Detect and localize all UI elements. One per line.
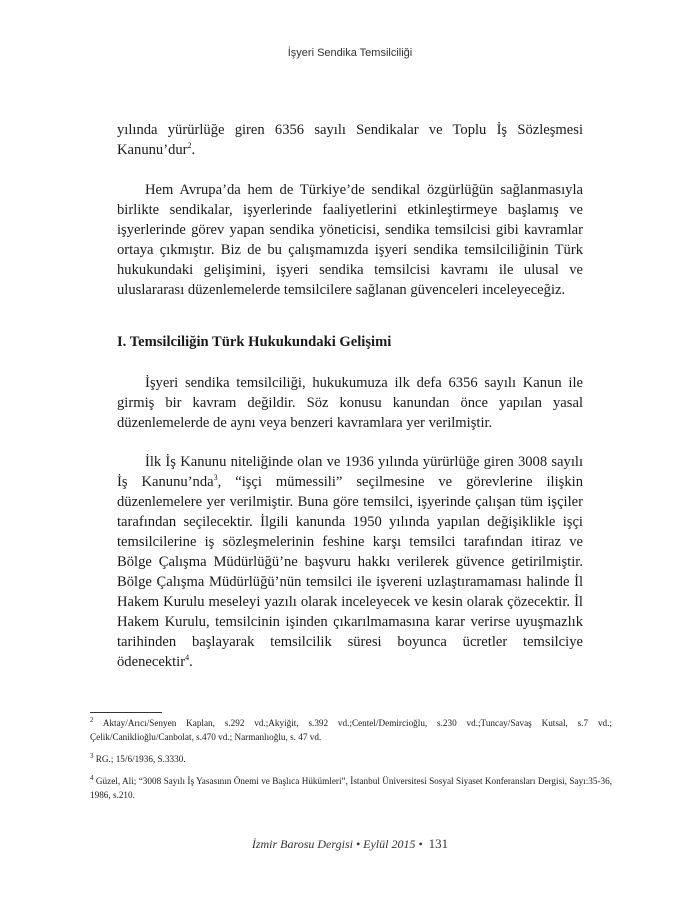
paragraph-text: , “işçi mümessili” seçilmesine ve görevlerine ilişkin düzenlemelere yer verilmiştir. Buna göre temsilci, işyerinde çalışan tüm işçiler tarafından seçilecektir. İlgili kanunda 1950 yılında yapılan değişiklikle işçi temsilcilerine iş sözleşmelerinin feshine karşı temsilci tarafından itiraz ve Bölge Çalışma Müdürlüğü’ne başvuru hakkı verilerek güvence getirilmiştir. Bölge Çalışma Müdürlüğü’nün temsilci ile işvereni uzlaştıramaması halinde İl Hakem Kurulu meseleyi yazılı olarak inceleyecek ve kesin olarak çözecektir. İl Hakem Kurulu, temsilcinin işinden çıkarılmamasına karar verirse uyuşmazlık tarihinden başlayarak temsilcilik süresi boyunca ücretler temsilciye ödenecektir <box>117 474 583 670</box>
paragraph-intro <box>117 180 583 300</box>
footnote <box>90 716 612 744</box>
section-heading: I. Temsilciliğin Türk Hukukundaki Gelişimi <box>117 334 392 350</box>
footnote <box>90 774 612 802</box>
paragraph-concept <box>117 373 583 433</box>
footnote-ref-2: 2 <box>187 141 192 151</box>
footnote-number: 2 <box>90 715 94 724</box>
paragraph-end: . <box>189 654 193 670</box>
paragraph-text: Hem Avrupa’da hem de Türkiye’de sendikal özgürlüğün sağlanmasıyla birlikte sendikalar, işyerlerinde faaliyetlerini etkinleştirmeye başlamış ve işyerlerinde görev yapan sendika yöneticisi, sendika temsilcisi gibi kavramlar ortaya çıkmıştır. Biz de bu çalışmamızda işyeri sendika temsilciliğinin Türk hukukundaki gelişimini, işyeri sendika temsilcisi kavramı ile ulusal ve uluslararası düzenlemelerde temsilcilere sağlanan güvenceleri inceleyeceğiz. <box>117 182 583 298</box>
footnotes <box>90 716 612 810</box>
paragraph-text: İşyeri sendika temsilciliği, hukukumuza ilk defa 6356 sayılı Kanun ile girmiş bir kavram değildir. Söz konusu kanundan önce yapılan yasal düzenlemelerde de aynı veya benzeri kavramlara yer verilmiştir. <box>117 375 583 431</box>
paragraph-text: İlk İş Kanunu niteliğinde olan ve 1936 yılında yürürlüğe giren 3008 sayılı İş Kanunu’nda <box>117 454 583 490</box>
footnote-text: Aktay/Arıcı/Senyen Kaplan, s.292 vd.;Akyiğit, s.392 vd.;Centel/Demircioğlu, s.230 vd.;Tuncay/Savaş Kutsal, s.7 vd.; Çelik/Caniklioğlu/Canbolat, s.470 vd.; Narmanlıoğlu, s. 47 vd. <box>90 718 612 742</box>
paragraph-end: . <box>191 142 196 158</box>
footnote-number: 4 <box>90 773 94 782</box>
footnote-number: 3 <box>90 751 94 760</box>
running-header: İşyeri Sendika Temsilciliği <box>287 47 413 59</box>
paragraph-continuation <box>117 120 583 160</box>
footnote-ref-3: 3 <box>213 473 218 483</box>
footnote-ref-4: 4 <box>185 653 190 663</box>
journal-name: İzmir Barosu Dergisi • Eylül 2015 • <box>251 837 423 851</box>
paragraph-history <box>117 452 583 672</box>
footnote-text: RG.; 15/6/1936, S.3330. <box>95 754 186 764</box>
footnote <box>90 752 612 766</box>
page-footer <box>0 836 700 852</box>
footnote-divider <box>90 712 162 713</box>
footnote-text: Güzel, Ali; “3008 Sayılı İş Yasasının Önemi ve Başlıca Hükümleri”, İstanbul Üniversitesi Sosyal Siyaset Konferansları Dergisi, Sayı:35-36, 1986, s.210. <box>90 776 613 800</box>
paragraph-text: yılında yürürlüğe giren 6356 sayılı Sendikalar ve Toplu İş Sözleşmesi Kanunu’dur <box>117 122 583 158</box>
page-number: 131 <box>428 836 449 851</box>
